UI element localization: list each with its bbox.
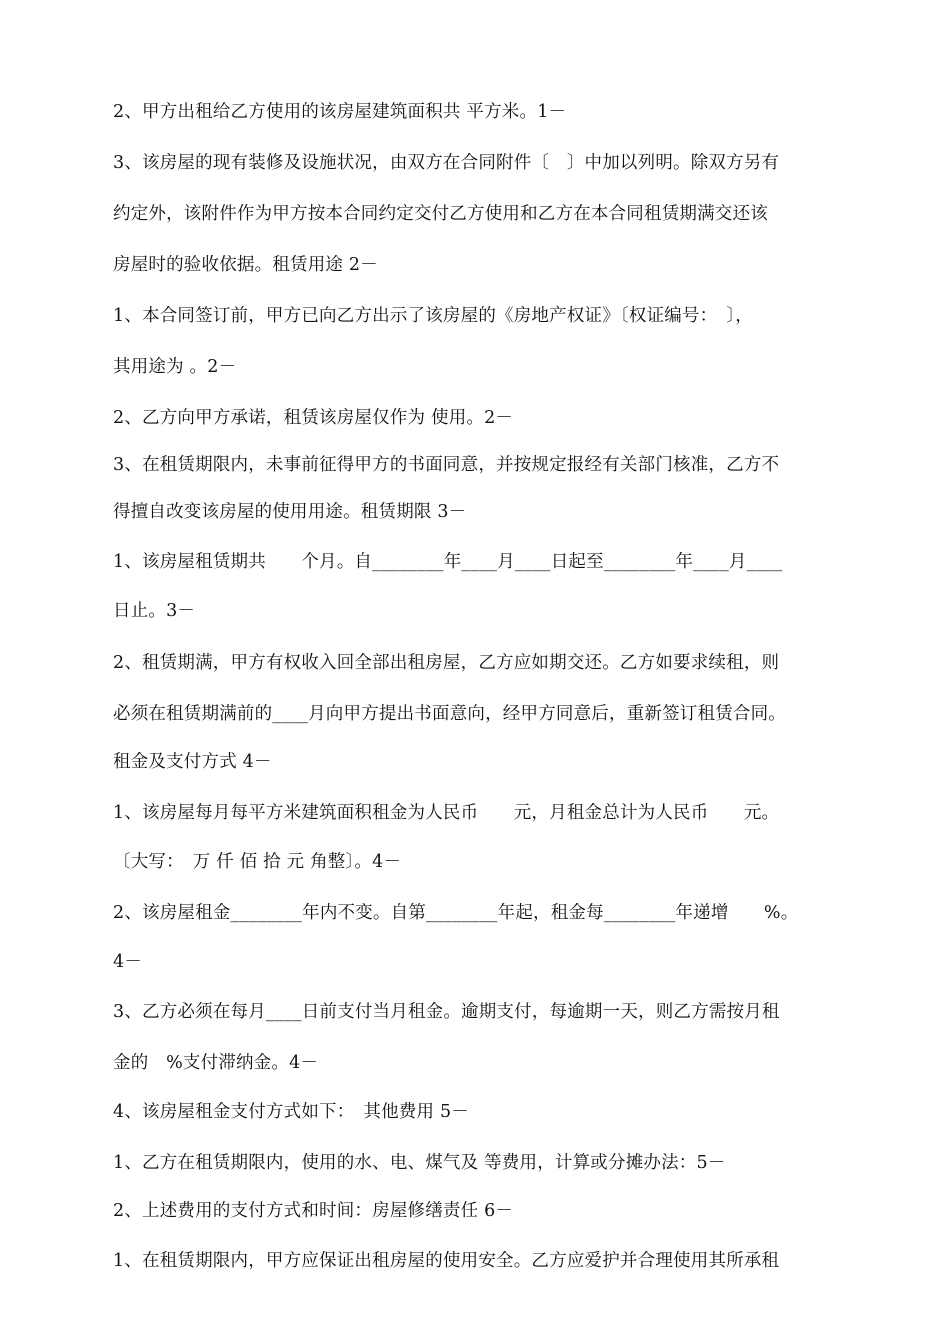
text-line: 〔大写： 万 仟 佰 拾 元 角整〕。4－	[113, 852, 402, 872]
text-line: 金的 %支付滞纳金。4－	[113, 1053, 319, 1073]
text-line: 2、该房屋租金________年内不变。自第________年起，租金每________年递增 %。	[113, 903, 799, 923]
text-line: 2、租赁期满，甲方有权收入回全部出租房屋，乙方应如期交还。乙方如要求续租，则	[113, 653, 780, 673]
text-line: 2、乙方向甲方承诺，租赁该房屋仅作为 使用。2－	[113, 408, 514, 428]
text-line: 房屋时的验收依据。租赁用途 2－	[113, 255, 378, 275]
text-line: 1、乙方在租赁期限内，使用的水、电、煤气及 等费用，计算或分摊办法：5－	[113, 1153, 726, 1173]
text-line: 2、甲方出租给乙方使用的该房屋建筑面积共 平方米。1－	[113, 102, 567, 122]
text-line: 1、本合同签订前，甲方已向乙方出示了该房屋的《房地产权证》〔权证编号： 〕，	[113, 306, 753, 326]
text-line: 其用途为 。2－	[113, 357, 237, 377]
text-line: 2、上述费用的支付方式和时间：房屋修缮责任 6－	[113, 1201, 514, 1221]
text-line: 1、在租赁期限内，甲方应保证出租房屋的使用安全。乙方应爱护并合理使用其所承租	[113, 1251, 780, 1271]
text-line: 4－	[113, 952, 143, 972]
text-line: 3、乙方必须在每月____日前支付当月租金。逾期支付，每逾期一天，则乙方需按月租	[113, 1002, 780, 1022]
text-line: 1、该房屋租赁期共 个月。自________年____月____日起至________年____月____	[113, 552, 783, 572]
text-line: 3、该房屋的现有装修及设施状况，由双方在合同附件〔 〕中加以列明。除双方另有	[113, 153, 780, 173]
text-line: 4、该房屋租金支付方式如下： 其他费用 5－	[113, 1102, 469, 1122]
text-line: 约定外，该附件作为甲方按本合同约定交付乙方使用和乙方在本合同租赁期满交还该	[113, 204, 768, 224]
text-line: 3、在租赁期限内，未事前征得甲方的书面同意，并按规定报经有关部门核准，乙方不	[113, 455, 780, 475]
text-line: 得擅自改变该房屋的使用用途。租赁期限 3－	[113, 502, 467, 522]
text-line: 必须在租赁期满前的____月向甲方提出书面意向，经甲方同意后，重新签订租赁合同。	[113, 704, 786, 724]
text-line: 1、该房屋每月每平方米建筑面积租金为人民币 元，月租金总计为人民币 元。	[113, 803, 780, 823]
text-line: 租金及支付方式 4－	[113, 752, 272, 772]
text-line: 日止。3－	[113, 601, 196, 621]
